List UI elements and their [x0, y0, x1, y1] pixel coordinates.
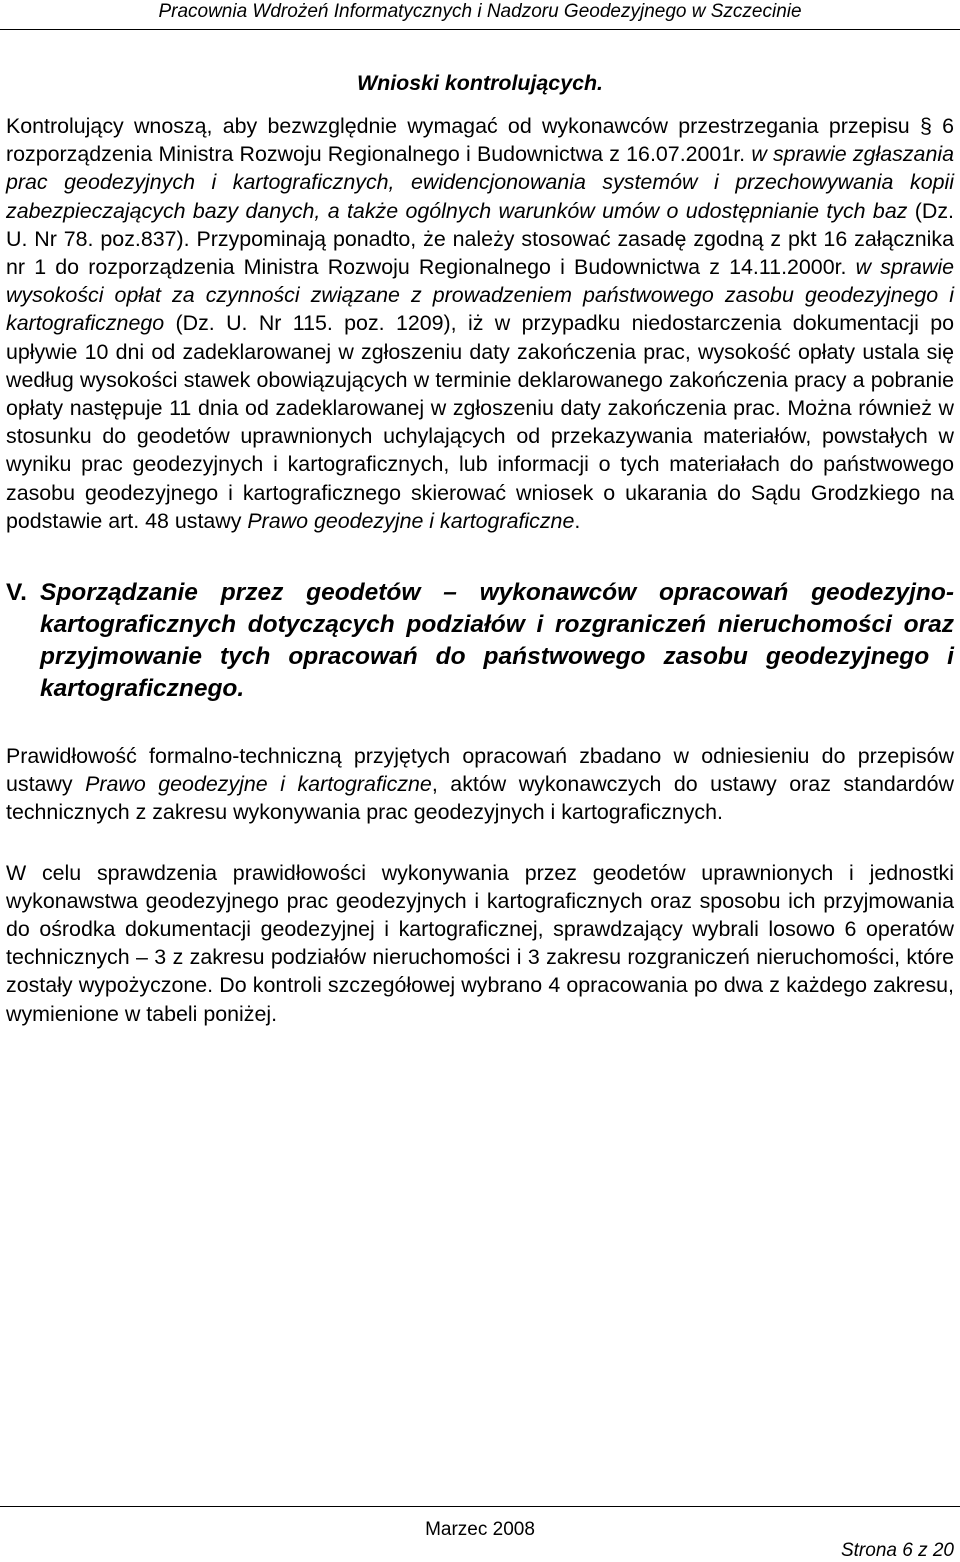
paragraph-text: Kontrolujący wnoszą, aby bezwzględnie wymagać od wykonawców przestrzegania przepisu § 6 rozporządzenia Ministra Rozwoju Regionalnego i Budownictwa z 16.07.2001r. — [6, 114, 954, 167]
chapter-title: Sporządzanie przez geodetów – wykonawców opracowań geodezyjno-kartograficznych dotyczących podziałów i rozgraniczeń nieruchomości oraz przyjmowanie tych opracowań do państwowego zasobu geodezyjnego i kartograficznego. — [40, 579, 954, 703]
paragraph-text: (Dz. U. Nr 78. poz.837). Przypominają ponadto, że należy stosować zasadę zgodną z pkt 16 załącznika nr 1 do rozporządzenia Ministra Rozwoju Regionalnego i Budownictwa z 14.11.2000r. — [6, 198, 954, 280]
paragraph-text: Prawidłowość formalno-techniczną przyjętych opracowań zbadano w odniesieniu do przepisów ustawy — [6, 744, 954, 797]
regulation-title-italic: w sprawie wysokości opłat za czynności związane z prowadzeniem państwowego zasobu geodezyjnego i kartograficznego — [6, 255, 954, 336]
section-heading: Wnioski kontrolujących. — [356, 71, 604, 95]
page-header: Pracownia Wdrożeń Informatycznych i Nadzoru Geodezyjnego w Szczecinie — [158, 1, 802, 22]
paragraph-text: . — [574, 508, 581, 533]
regulation-title-italic: w sprawie zgłaszania prac geodezyjnych i kartograficznych, ewidencjonowania systemów i przechowywania kopii zabezpieczających bazy danych, a także ogólnych warunków umów o udostępnianie tych baz — [6, 142, 954, 223]
chapter-number: V. — [6, 579, 27, 607]
paragraph-sampling: W celu sprawdzenia prawidłowości wykonywania przez geodetów uprawnionych i jednostki wykonawstwa geodezyjnego prac geodezyjnych i kartograficznych oraz sposobu ich przyjmowania do ośrodka dokumentacji geodezyjnej i kartograficznej, sprawdzający wybrali losowo 6 operatów technicznych – 3 z zakresu podziałów nieruchomości i 3 zakresu rozgraniczeń nieruchomości, które zostały wypożyczone. Do kontroli szczegółowej wybrano 4 opracowania po dwa z każdego zakresu, wymienione w tabeli poniżej. — [6, 860, 954, 1026]
law-title-italic: Prawo geodezyjne i kartograficzne — [85, 772, 432, 797]
paragraph-conclusions — [6, 112, 954, 535]
paragraph-text: , aktów wykonawczych do ustawy oraz standardów technicznych z zakresu wykonywania prac geodezyjnych i kartograficznych. — [6, 772, 954, 825]
footer-date: Marzec 2008 — [425, 1519, 535, 1540]
page-content — [6, 68, 954, 1028]
chapter-heading — [6, 577, 954, 705]
page-number: Strona 6 z 20 — [840, 1540, 954, 1561]
footer-divider — [0, 1506, 960, 1507]
header-divider — [0, 29, 960, 30]
law-title-italic: Prawo geodezyjne i kartograficzne — [247, 508, 575, 533]
paragraph-scope — [6, 742, 954, 827]
paragraph-text: (Dz. U. Nr 115. poz. 1209), iż w przypadku niedostarczenia dokumentacji po upływie 10 dni od zadeklarowanej w zgłoszeniu daty zakończenia prac, wysokość opłaty ustala się według wysokości stawek obowiązujących w terminie deklarowanego zakończenia pracy a pobranie opłaty następuje 11 dnia od zadeklarowanej w zgłoszeniu daty zakończenia prac. Można również w stosunku do geodetów uprawnionych uchylających od przekazywania materiałów, powstałych w wyniku prac geodezyjnych i kartograficznych, lub informacji o tych materiałach do państwowego zasobu geodezyjnego i kartograficznego skierować wniosek o ukarania do Sądu Grodzkiego na podstawie art. 48 ustawy — [6, 311, 954, 533]
